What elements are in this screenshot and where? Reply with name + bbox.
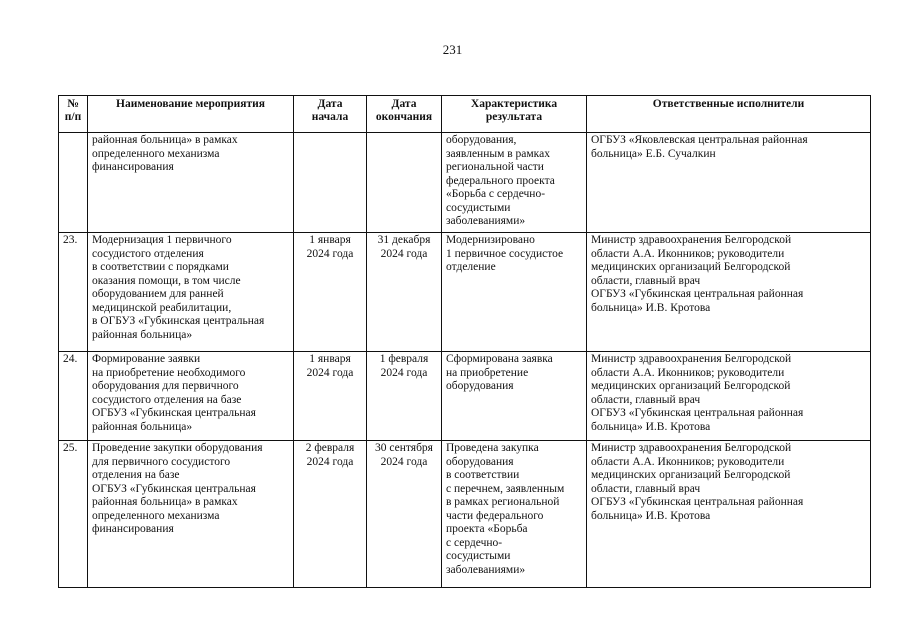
row-num: 24. <box>59 352 88 441</box>
header-end-date: Дата окончания <box>367 96 442 133</box>
header-name: Наименование мероприятия <box>88 96 294 133</box>
table-row <box>59 233 871 352</box>
row-end-date: 1 февраля 2024 года <box>367 352 442 441</box>
row-num: 23. <box>59 233 88 352</box>
row-name: Модернизация 1 первичного сосудистого отделения в соответствии с порядками оказания помощи, в том числе оборудованием для ранней медицинской реабилитации, в ОГБУЗ «Губкинская центральная районная больница» <box>88 233 294 352</box>
page-number: 231 <box>442 42 463 57</box>
row-responsible: ОГБУЗ «Яковлевская центральная районная больница» Е.Б. Сучалкин <box>587 133 871 233</box>
row-responsible: Министр здравоохранения Белгородской области А.А. Иконников; руководители медицинских организаций Белгородской области, главный врач ОГБУЗ «Губкинская центральная районная больница» И.В. Кротова <box>587 233 871 352</box>
row-num: 25. <box>59 441 88 588</box>
row-end-date: 30 сентября 2024 года <box>367 441 442 588</box>
row-result: Сформирована заявка на приобретение оборудования <box>442 352 587 441</box>
row-result: Проведена закупка оборудования в соответствии с перечнем, заявленным в рамках региональной части федерального проекта «Борьба с сердечно- сосудистыми заболеваниями» <box>442 441 587 588</box>
table-row <box>59 133 871 233</box>
row-start-date <box>294 133 367 233</box>
row-num <box>59 133 88 233</box>
table-row <box>59 352 871 441</box>
header-num: № п/п <box>59 96 88 133</box>
row-start-date: 2 февраля 2024 года <box>294 441 367 588</box>
header-responsible: Ответственные исполнители <box>587 96 871 133</box>
row-end-date <box>367 133 442 233</box>
row-name: Формирование заявки на приобретение необходимого оборудования для первичного сосудистого отделения на базе ОГБУЗ «Губкинская центральная районная больница» <box>88 352 294 441</box>
row-name: районная больница» в рамках определенного механизма финансирования <box>88 133 294 233</box>
row-result: оборудования, заявленным в рамках региональной части федерального проекта «Борьба с сердечно- сосудистыми заболеваниями» <box>442 133 587 233</box>
header-result: Характеристика результата <box>442 96 587 133</box>
header-start-date: Дата начала <box>294 96 367 133</box>
row-responsible: Министр здравоохранения Белгородской области А.А. Иконников; руководители медицинских организаций Белгородской области, главный врач ОГБУЗ «Губкинская центральная районная больница» И.В. Кротова <box>587 441 871 588</box>
row-result: Модернизировано 1 первичное сосудистое отделение <box>442 233 587 352</box>
row-name: Проведение закупки оборудования для первичного сосудистого отделения на базе ОГБУЗ «Губкинская центральная районная больница» в рамках определенного механизма финансирования <box>88 441 294 588</box>
row-start-date: 1 января 2024 года <box>294 233 367 352</box>
row-start-date: 1 января 2024 года <box>294 352 367 441</box>
table-row <box>59 441 871 588</box>
activities-table <box>58 95 871 588</box>
row-end-date: 31 декабря 2024 года <box>367 233 442 352</box>
table-header-row <box>59 96 871 133</box>
row-responsible: Министр здравоохранения Белгородской области А.А. Иконников; руководители медицинских организаций Белгородской области, главный врач ОГБУЗ «Губкинская центральная районная больница» И.В. Кротова <box>587 352 871 441</box>
